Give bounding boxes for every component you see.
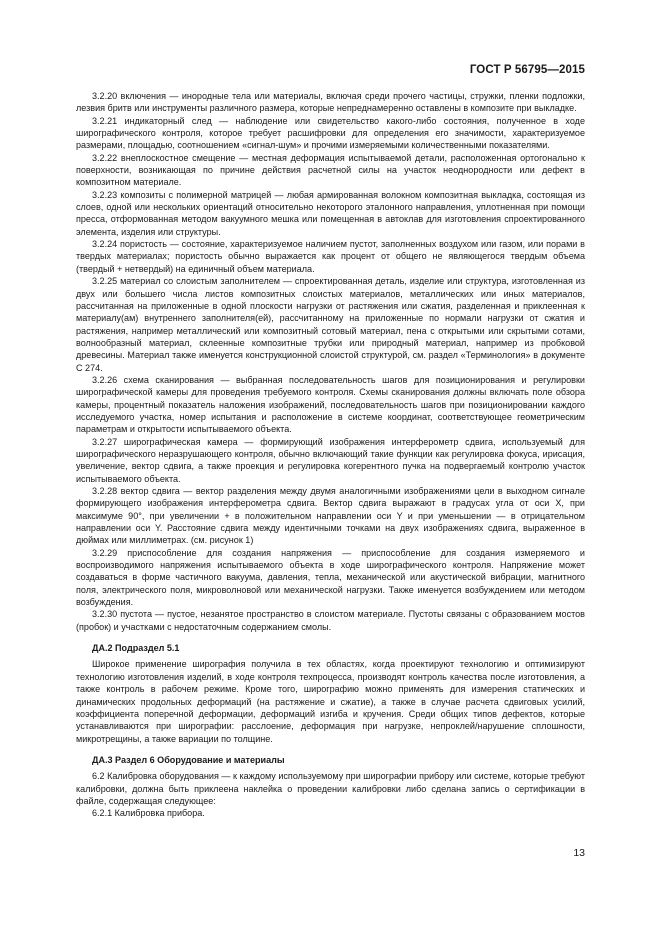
definition-3-2-26: 3.2.26 схема сканирования — выбранная последовательность шагов для позиционирования и регулировки ширографической камеры для проведения требуемого контроля. Схемы сканирования должны включать поле обзора камеры, процентный показатель наложения изображений, последовательность шагов при позиционировании каждого исследуемого участка, номер испытания и расположение в системе координат, соответствующее геометрическим параметрам и открытости испытываемого объекта. (76, 374, 585, 435)
definition-3-2-30: 3.2.30 пустота — пустое, незанятое пространство в слоистом материале. Пустоты связаны с образованием мостов (пробок) и участками с недостаточным содержанием смолы. (76, 609, 585, 632)
section-a3-paragraph-6-2: 6.2 Калибровка оборудования — к каждому используемому при ширографии прибору или системе, которые требуют калибровки, должна быть приклеена наклейка о проведении калибровки либо сделана запись о сертификации в файле, содержащая следующее: (76, 771, 585, 806)
section-a2-body: Широкое применение ширография получила в тех областях, когда проектируют технологию и оптимизируют технологию изготовления изделий, в ходе контроля техпроцесса, производят контроль качества после изготовления, а также контроль в рабочем режиме. Кроме того, ширографию можно применять для измерения статических и динамических продольных деформаций (на растяжение и сжатие), а также в случае расчета сдвиговых усилий, коэффициента поперечной деформации, деформаций изгиба и кручения. Среди общих типов дефектов, которые устанавливаются при ширографии: расслоение, деформация при нагрузке, непроклей/нарушение сплошности, микротрещины, а также вариации по толщине. (76, 659, 585, 744)
definition-3-2-27: 3.2.27 ширографическая камера — формирующий изображения интерферометр сдвига, используемый для ширографического неразрушающего контроля, обычно включающий такие функции как регулировка фокуса, ирисация, увеличение, вектор сдвига, а также проекция и регулировка когерентного пучка на подвергаемый контролю участок испытываемого объекта. (76, 436, 585, 484)
document-id-header: ГОСТ Р 56795—2015 (469, 64, 585, 76)
definition-3-2-25: 3.2.25 материал со слоистым заполнителем — спроектированная деталь, изделие или структура, изготовленная из двух или большего числа листов композитных слоистых материалов, металлических или иных материалов, рассчитанная на приложенные в одной плоскости нагрузки от растяжения или сжатия, разделенная и приклеенная к материалу(ам) внутреннего заполнителя(ей), рассчитанному на приложенные по нормали нагрузки от сжатия и растяжения, например металлический или композитный сотовый материал, пена с открытыми или скрытыми сотами, волнообразный материал, склеенные композитные трубки или природный материал, например из пробковой древесины. Материал также именуется конструкционной слоистой структурой, см. раздел «Терминология» в документе С 274. (76, 276, 585, 373)
definition-3-2-21: 3.2.21 индикаторный след — наблюдение или свидетельство какого-либо состояния, полученное в ходе ширографического контроля, которое требует расшифровки для определения его значимости, характеризуемое размерами, площадью, соотношением «сигнал-шум» и прочими измеряемыми количественными показателями. (76, 115, 585, 151)
definition-3-2-24: 3.2.24 пористость — состояние, характеризуемое наличием пустот, заполненных воздухом или газом, или порами в твердых материалах; пористость обычно выражается как процент от общего не являющегося твердым объема (твердый + нетвердый) на единичный объем материала. (76, 239, 585, 274)
page-number: 13 (573, 847, 585, 859)
section-a3-heading: ДА.3 Раздел 6 Оборудование и материалы (92, 754, 285, 765)
definition-3-2-20: 3.2.20 включения — инородные тела или материалы, включая среди прочего частицы, стружки, пленки подложки, лезвия бритв или инструменты различного размера, которые непреднамеренно оставлены в композите при выкладке. (76, 91, 585, 114)
definition-3-2-28: 3.2.28 вектор сдвига — вектор разделения между двумя аналогичными изображениями цели в выходном сигнале формирующего изображения интерферометра сдвига. Вектор сдвига выражают в градусах угла от оси X, при максимуме 90°, при увеличении + в положительном направлении оси Y и при уменьшении — в отрицательном направлении оси Y. Расстояние сдвига между идентичными точками на двух изображениях сдвига, выраженное в дюймах или миллиметрах. (см. рисунок 1) (76, 486, 585, 546)
page-content (76, 90, 585, 820)
definition-3-2-23: 3.2.23 композиты с полимерной матрицей — любая армированная волокном композитная выкладка, состоящая из слоев, одной или нескольких ориентаций относительно некоторого эталонного направления, уплотненная при помощи пресса, отформованная методом вакуумного мешка или помещенная в автоклав для изготовления спроектированного элемента, изделия или структуры. (76, 189, 585, 237)
section-a2-heading: ДА.2 Подраздел 5.1 (92, 643, 180, 654)
definition-3-2-22: 3.2.22 внеплоскостное смещение — местная деформация испытываемой детали, расположенная ортогонально к поверхности, возникающая по причине действия расчетной силы на участок неоднородности или дефект в композитном материале. (76, 152, 585, 188)
section-a3-paragraph-6-2-1: 6.2.1 Калибровка прибора. (92, 808, 205, 819)
definition-3-2-29: 3.2.29 приспособление для создания напряжения — приспособление для создания измеряемого и воспроизводимого напряжения испытываемого объекта в ходе ширографического контроля. Напряжение может создаваться в форме частичного вакуума, давления, тепла, механической или акустической вибрации, магнитного поля, электрического поля, микроволновой или механической нагрузки. Также именуется возбуждением или методом возбуждения. (76, 547, 585, 608)
